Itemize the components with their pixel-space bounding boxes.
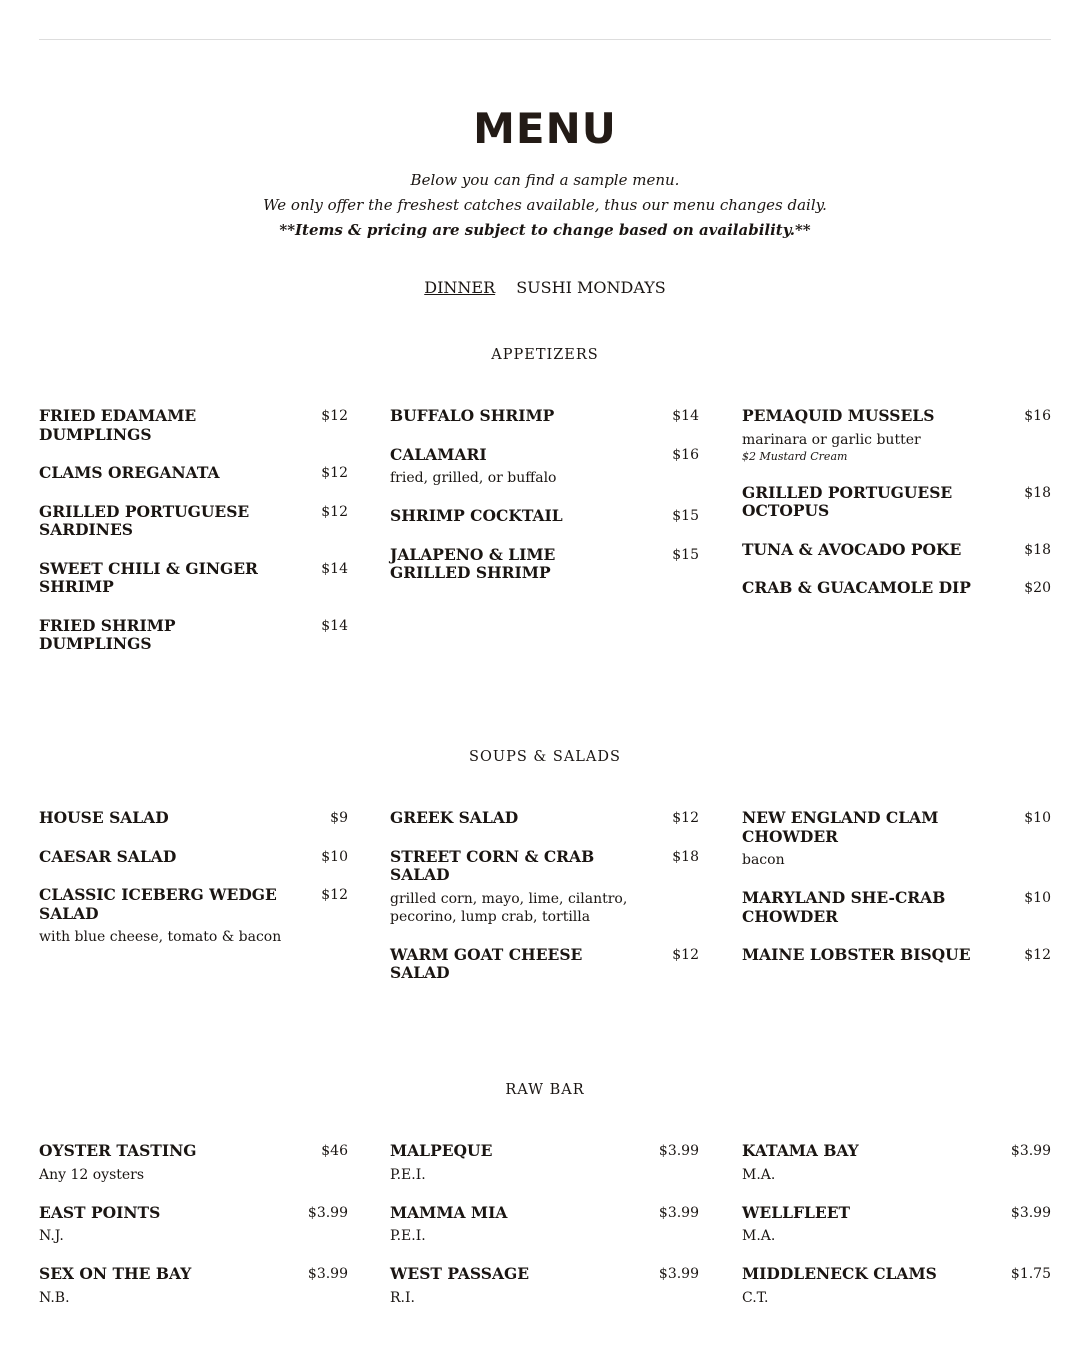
menu-item-header [39, 809, 348, 828]
menu-item-header [390, 1142, 699, 1161]
menu-item-header [39, 560, 348, 597]
item-name: MIDDLENECK CLAMS [742, 1264, 937, 1283]
menu-column [390, 809, 699, 1003]
menu-item [742, 407, 1051, 464]
menu-item [742, 579, 1051, 598]
menu-item [742, 1204, 1051, 1246]
top-divider [39, 39, 1051, 40]
item-name: GREEK SALAD [390, 808, 519, 827]
item-name: CLASSIC ICEBERG WEDGE SALAD [39, 885, 277, 923]
item-name: CRAB & GUACAMOLE DIP [742, 578, 971, 597]
item-price: $1.75 [1010, 1266, 1051, 1282]
item-name: CLAMS OREGANATA [39, 463, 220, 482]
item-price: $16 [1024, 408, 1051, 424]
menu-item-header [742, 889, 1051, 926]
item-price: $18 [1024, 484, 1051, 501]
menu-item [390, 507, 699, 526]
item-description: grilled corn, mayo, lime, cilantro, pecorino, lump crab, tortilla [390, 890, 628, 925]
menu-item-header [742, 541, 1051, 560]
menu-item [742, 1265, 1051, 1307]
menu-item [39, 407, 348, 444]
item-price: $3.99 [1010, 1143, 1051, 1159]
item-description: P.E.I. [390, 1228, 426, 1244]
item-description: bacon [742, 852, 785, 868]
menu-item [390, 848, 699, 926]
section-title-raw-bar: RAW BAR [505, 1082, 585, 1098]
item-name: FRIED SHRIMP DUMPLINGS [39, 615, 176, 653]
item-note: $2 Mustard Cream [742, 449, 848, 463]
item-name: JALAPENO & LIME GRILLED SHRIMP [390, 544, 556, 582]
menu-item-header [390, 546, 699, 583]
menu-item [390, 1142, 699, 1184]
item-name: SWEET CHILI & GINGER SHRIMP [39, 558, 258, 596]
menu-item [39, 1204, 348, 1246]
item-description: N.B. [39, 1289, 70, 1306]
item-name: MAMMA MIA [390, 1202, 508, 1222]
item-description: P.E.I. [390, 1166, 426, 1183]
item-price: $3.99 [307, 1266, 348, 1282]
menu-column [39, 809, 348, 966]
menu-column [390, 407, 699, 603]
item-name: GRILLED PORTUGUESE SARDINES [39, 501, 250, 539]
menu-item-header [390, 446, 699, 465]
menu-item [742, 889, 1051, 926]
menu-item-header [742, 484, 1051, 521]
menu-column [39, 407, 348, 674]
intro-line: Below you can find a sample menu. [410, 171, 680, 189]
menu-column [742, 809, 1051, 985]
item-name: TUNA & AVOCADO POKE [742, 539, 962, 559]
item-name: SHRIMP COCKTAIL [390, 506, 563, 525]
menu-item-header [390, 848, 699, 885]
item-price: $14 [672, 408, 699, 424]
item-name: BUFFALO SHRIMP [390, 406, 555, 425]
item-description: C.T. [742, 1289, 769, 1306]
availability-notice: **Items & pricing are subject to change based on availability.** [279, 221, 811, 239]
menu-item [390, 446, 699, 488]
item-price: $12 [321, 503, 348, 520]
menu-item-header [742, 1142, 1051, 1161]
menu-item [390, 407, 699, 426]
menu-item-header [390, 407, 699, 426]
item-price: $3.99 [1010, 1204, 1051, 1221]
item-description: R.I. [390, 1289, 415, 1306]
item-name: MARYLAND SHE-CRAB CHOWDER [742, 888, 946, 926]
menu-item [39, 560, 348, 597]
item-price: $14 [321, 560, 348, 577]
item-name: GRILLED PORTUGUESE OCTOPUS [742, 482, 953, 520]
item-price: $20 [1024, 580, 1051, 596]
item-name: HOUSE SALAD [39, 808, 169, 827]
item-price: $3.99 [658, 1143, 699, 1159]
item-description: marinara or garlic butter [742, 431, 921, 448]
item-name: WARM GOAT CHEESE SALAD [390, 944, 583, 982]
item-price: $12 [1024, 947, 1051, 963]
item-price: $16 [672, 446, 699, 463]
menu-item [390, 546, 699, 583]
item-description: M.A. [742, 1228, 776, 1244]
item-name: WELLFLEET [742, 1202, 851, 1222]
item-price: $12 [672, 946, 699, 963]
menu-item-header [39, 1265, 348, 1284]
menu-item-header [390, 809, 699, 828]
menu-item [39, 503, 348, 540]
menu-item-header [390, 946, 699, 983]
menu-item [39, 464, 348, 483]
menu-item [39, 886, 348, 946]
item-name: EAST POINTS [39, 1202, 161, 1222]
item-name: STREET CORN & CRAB SALAD [390, 846, 595, 884]
menu-item [742, 541, 1051, 560]
item-name: KATAMA BAY [742, 1141, 859, 1160]
item-price: $12 [321, 408, 348, 424]
menu-column [742, 407, 1051, 618]
menu-item [390, 809, 699, 828]
item-name: MALPEQUE [390, 1141, 493, 1160]
item-price: $3.99 [658, 1266, 699, 1282]
tab-sushi-mondays[interactable]: SUSHI MONDAYS [516, 278, 666, 297]
item-price: $18 [672, 848, 699, 865]
menu-item [39, 1142, 348, 1184]
menu-item [390, 946, 699, 983]
item-name: SEX ON THE BAY [39, 1264, 192, 1283]
menu-item-header [390, 507, 699, 526]
menu-column [39, 1142, 348, 1327]
menu-item [742, 946, 1051, 965]
menu-item-header [390, 1204, 699, 1223]
item-price: $18 [1024, 541, 1051, 558]
item-price: $12 [672, 810, 699, 826]
menu-item-header [39, 617, 348, 654]
item-price: $12 [321, 465, 348, 481]
menu-item-header [39, 464, 348, 483]
menu-item [39, 617, 348, 654]
item-price: $3.99 [658, 1204, 699, 1221]
intro-line: We only offer the freshest catches available, thus our menu changes daily. [263, 196, 827, 214]
menu-item [390, 1265, 699, 1307]
menu-item-header [39, 1142, 348, 1161]
item-description: with blue cheese, tomato & bacon [39, 929, 282, 945]
menu-tabs [0, 277, 1090, 299]
item-price: $10 [1024, 810, 1051, 826]
menu-item-header [390, 1265, 699, 1284]
menu-item [39, 809, 348, 828]
item-description: N.J. [39, 1228, 64, 1244]
section-title-soups-salads: SOUPS & SALADS [469, 749, 621, 765]
menu-item-header [39, 407, 348, 444]
page-title: MENU [473, 104, 617, 153]
item-price: $10 [1024, 890, 1051, 906]
item-price: $12 [321, 887, 348, 903]
menu-item [390, 1204, 699, 1246]
menu-item-header [39, 886, 348, 923]
tab-dinner[interactable]: DINNER [424, 278, 496, 297]
item-price: $15 [672, 508, 699, 524]
item-price: $10 [321, 848, 348, 865]
item-name: MAINE LOBSTER BISQUE [742, 945, 971, 964]
menu-item [39, 848, 348, 867]
item-name: PEMAQUID MUSSELS [742, 406, 935, 425]
item-description: fried, grilled, or buffalo [390, 470, 557, 486]
menu-item-header [742, 579, 1051, 598]
item-name: WEST PASSAGE [390, 1264, 530, 1283]
section-title-appetizers: APPETIZERS [491, 347, 599, 363]
menu-item [742, 1142, 1051, 1184]
menu-item-header [742, 1265, 1051, 1284]
menu-column [742, 1142, 1051, 1327]
item-name: CALAMARI [390, 444, 487, 464]
menu-item-header [742, 407, 1051, 426]
item-name: NEW ENGLAND CLAM CHOWDER [742, 808, 939, 846]
item-description: Any 12 oysters [39, 1166, 145, 1183]
menu-item [742, 809, 1051, 869]
menu-item-header [39, 1204, 348, 1223]
item-name: OYSTER TASTING [39, 1141, 197, 1160]
menu-item-header [742, 1204, 1051, 1223]
item-price: $3.99 [307, 1204, 348, 1221]
menu-item-header [39, 503, 348, 540]
item-name: FRIED EDAMAME DUMPLINGS [39, 406, 197, 444]
item-description: M.A. [742, 1166, 776, 1183]
item-price: $9 [330, 810, 348, 826]
item-price: $15 [672, 546, 699, 563]
menu-column [390, 1142, 699, 1327]
menu-item [39, 1265, 348, 1307]
menu-item [742, 484, 1051, 521]
item-price: $46 [321, 1143, 348, 1159]
menu-item-header [742, 946, 1051, 965]
item-price: $14 [321, 617, 348, 634]
menu-item-header [39, 848, 348, 867]
menu-item-header [742, 809, 1051, 846]
item-name: CAESAR SALAD [39, 846, 177, 866]
